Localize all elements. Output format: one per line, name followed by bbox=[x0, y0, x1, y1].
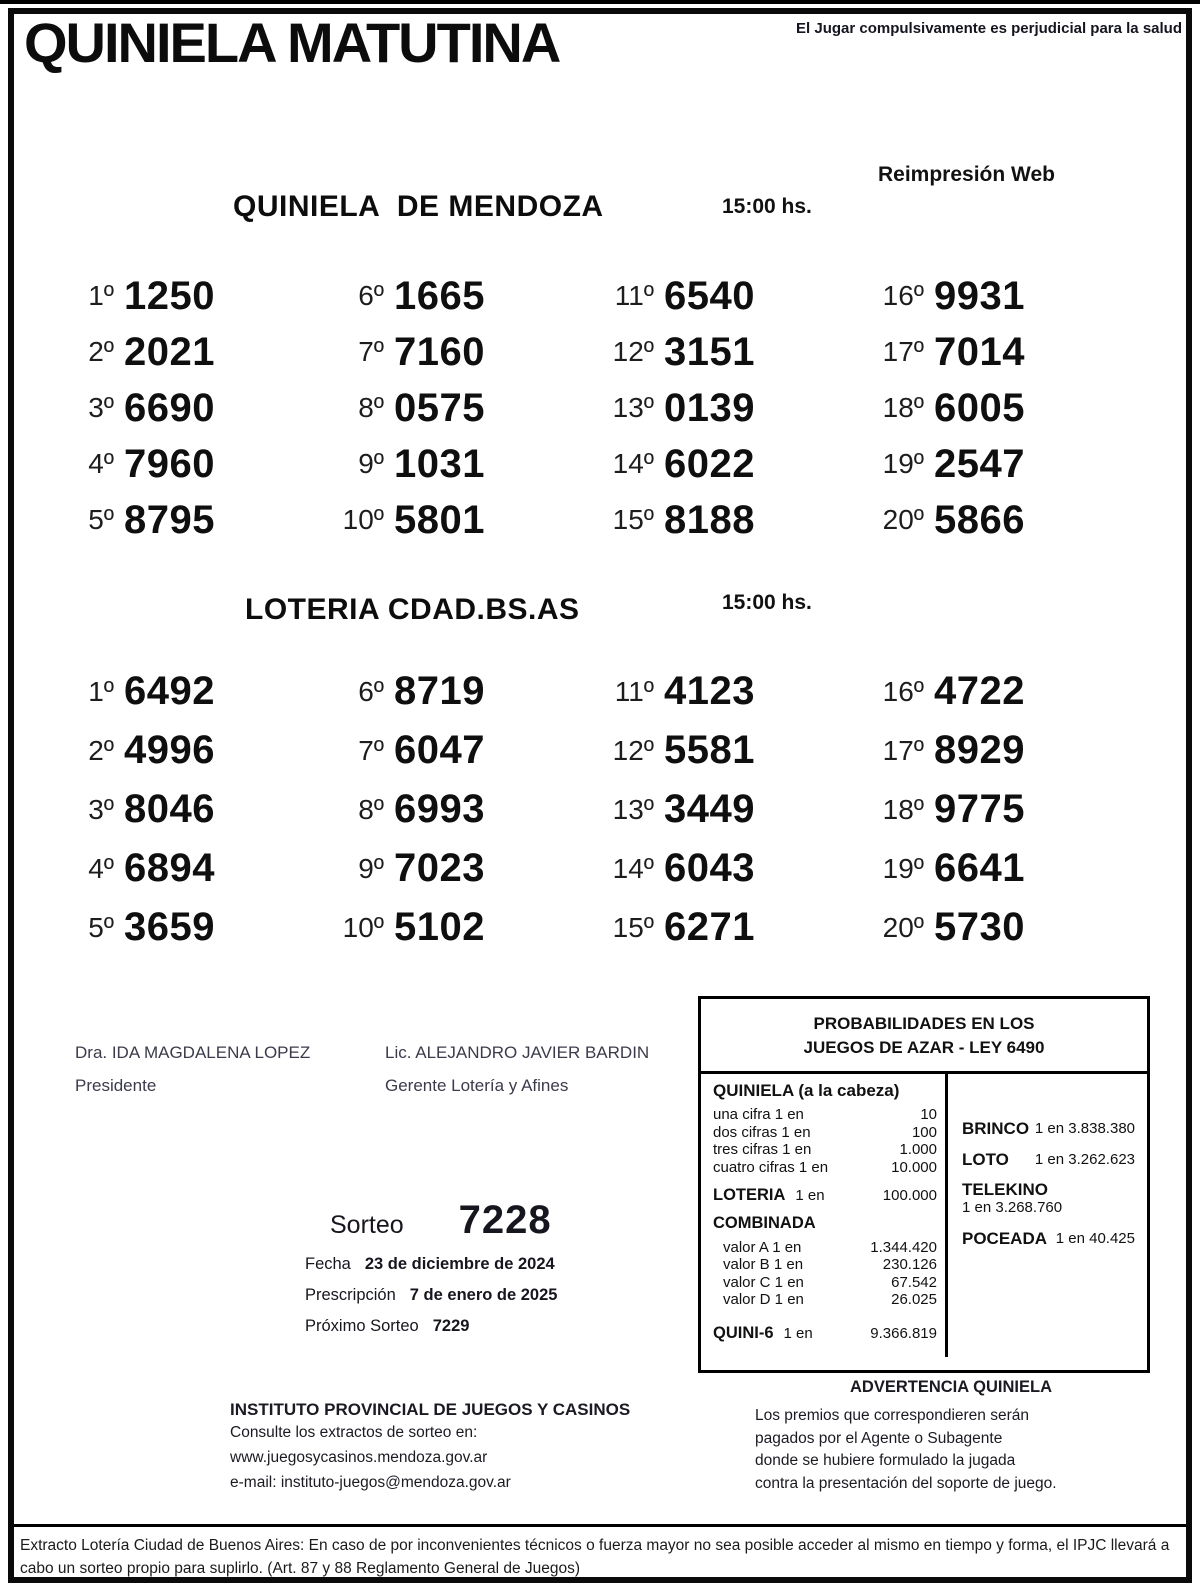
result-item bbox=[866, 721, 1136, 780]
result-item bbox=[326, 324, 596, 380]
result-item bbox=[326, 268, 596, 324]
email-address: instituto-juegos@mendoza.gov.ar bbox=[280, 1474, 511, 1491]
quiniela-odds-rows bbox=[713, 1106, 937, 1176]
prescription-label: Prescripción bbox=[305, 1286, 396, 1304]
result-position: 3º bbox=[88, 392, 114, 423]
result-position: 13º bbox=[612, 392, 654, 423]
result-position: 12º bbox=[612, 336, 654, 367]
result-item bbox=[326, 492, 596, 548]
result-item bbox=[56, 268, 326, 324]
result-position: 5º bbox=[88, 504, 114, 535]
next-draw-row bbox=[305, 1317, 557, 1336]
signature-role: Gerente Lotería y Afines bbox=[385, 1076, 569, 1095]
result-position: 16º bbox=[882, 280, 924, 311]
draw-number-value: 7228 bbox=[458, 1198, 552, 1242]
result-position: 11º bbox=[614, 675, 654, 707]
result-position: 20º bbox=[882, 504, 924, 535]
odds-row bbox=[713, 1159, 937, 1177]
result-item bbox=[326, 380, 596, 436]
loteria-odds-value: 100.000 bbox=[882, 1187, 937, 1204]
page-title: QUINIELA MATUTINA bbox=[24, 11, 560, 74]
result-position: 10º bbox=[342, 504, 384, 535]
result-position: 17º bbox=[882, 734, 924, 766]
result-number: 7014 bbox=[934, 329, 1025, 374]
result-number: 5581 bbox=[664, 728, 755, 772]
result-number: 9775 bbox=[934, 787, 1025, 831]
result-number: 2021 bbox=[124, 329, 215, 374]
result-position: 7º bbox=[358, 336, 384, 367]
odds-row bbox=[962, 1230, 1135, 1248]
result-number: 0139 bbox=[664, 385, 755, 430]
odds-label: tres cifras 1 en bbox=[713, 1141, 812, 1158]
result-position: 6º bbox=[358, 280, 384, 311]
results-grid-mendoza bbox=[56, 268, 1136, 548]
probabilities-title-line2: JUEGOS DE AZAR - LEY 6490 bbox=[803, 1038, 1045, 1057]
result-item bbox=[596, 898, 866, 957]
signature-role: Presidente bbox=[75, 1076, 157, 1095]
odds-value: 67.542 bbox=[891, 1273, 937, 1291]
result-item bbox=[596, 436, 866, 492]
result-number: 5866 bbox=[934, 497, 1025, 542]
result-number: 3659 bbox=[124, 905, 215, 949]
result-position: 2º bbox=[88, 734, 114, 766]
result-number: 0575 bbox=[394, 385, 485, 430]
draw-number-row bbox=[305, 1198, 557, 1243]
result-number: 6047 bbox=[394, 728, 485, 772]
quini6-odds-name: QUINI-6 bbox=[713, 1323, 774, 1342]
result-item bbox=[866, 268, 1136, 324]
draw-date-row bbox=[305, 1255, 557, 1274]
result-number: 5730 bbox=[934, 905, 1025, 949]
result-item bbox=[866, 380, 1136, 436]
result-item bbox=[326, 898, 596, 957]
quini6-odds-value: 9.366.819 bbox=[870, 1324, 937, 1342]
result-item bbox=[866, 324, 1136, 380]
odds-row bbox=[723, 1274, 937, 1292]
odds-value: 1 en 3.838.380 bbox=[1034, 1120, 1135, 1137]
result-item bbox=[56, 662, 326, 721]
quini6-odds-mid: 1 en bbox=[783, 1324, 813, 1342]
result-item bbox=[866, 898, 1136, 957]
result-position: 19º bbox=[882, 852, 924, 884]
probabilities-left-column bbox=[701, 1074, 948, 1357]
result-item bbox=[326, 780, 596, 839]
email-label: e-mail: bbox=[230, 1474, 277, 1491]
next-draw-value: 7229 bbox=[432, 1317, 470, 1335]
quiniela-warning-block bbox=[745, 1378, 1157, 1495]
result-number: 7023 bbox=[394, 846, 485, 890]
result-item bbox=[326, 662, 596, 721]
result-number: 6993 bbox=[394, 787, 485, 831]
loteria-odds-row bbox=[713, 1187, 937, 1205]
result-number: 8046 bbox=[124, 787, 215, 831]
result-item bbox=[596, 492, 866, 548]
signature-manager bbox=[385, 1043, 649, 1096]
text-line: donde se hubiere formulado la jugada bbox=[755, 1452, 1016, 1469]
odds-row bbox=[723, 1256, 937, 1274]
odds-row bbox=[713, 1124, 937, 1142]
result-number: 6492 bbox=[124, 669, 215, 713]
result-number: 3151 bbox=[664, 329, 755, 374]
result-number: 4996 bbox=[124, 728, 215, 772]
odds-value: 10.000 bbox=[891, 1158, 937, 1176]
result-position: 14º bbox=[612, 852, 654, 884]
probabilities-title bbox=[701, 999, 1147, 1074]
result-number: 4123 bbox=[664, 669, 755, 713]
result-position: 11º bbox=[614, 280, 654, 311]
quini6-odds-row bbox=[713, 1325, 937, 1343]
text-line: contra la presentación del soporte de juego. bbox=[755, 1474, 1057, 1492]
result-item bbox=[326, 721, 596, 780]
result-item bbox=[596, 780, 866, 839]
odds-value: 1 en 3.262.623 bbox=[1034, 1150, 1135, 1168]
result-item bbox=[866, 662, 1136, 721]
institute-consult-line: Consulte los extractos de sorteo en: bbox=[230, 1424, 478, 1441]
email-row bbox=[230, 1470, 630, 1495]
text-line: Los premios que correspondieren serán bbox=[755, 1407, 1029, 1424]
result-item bbox=[596, 662, 866, 721]
institute-title: INSTITUTO PROVINCIAL DE JUEGOS Y CASINOS bbox=[230, 1400, 631, 1419]
reprint-label: Reimpresión Web bbox=[878, 163, 1055, 186]
loteria-odds-mid: 1 en bbox=[795, 1187, 825, 1204]
result-item bbox=[866, 839, 1136, 898]
quiniela-odds-header: QUINIELA (a la cabeza) bbox=[713, 1081, 900, 1100]
result-number: 8795 bbox=[124, 497, 215, 542]
result-position: 4º bbox=[88, 448, 114, 479]
result-item bbox=[596, 268, 866, 324]
result-number: 1250 bbox=[124, 273, 215, 318]
signature-president bbox=[75, 1043, 310, 1096]
signature-name: Lic. ALEJANDRO JAVIER BARDIN bbox=[385, 1043, 650, 1062]
result-number: 8188 bbox=[664, 497, 755, 542]
odds-value: 10 bbox=[920, 1106, 937, 1123]
result-position: 5º bbox=[88, 911, 114, 943]
signature-name: Dra. IDA MAGDALENA LOPEZ bbox=[75, 1043, 311, 1062]
odds-value: 1.000 bbox=[899, 1141, 937, 1158]
result-number: 4722 bbox=[934, 669, 1025, 713]
result-item bbox=[866, 780, 1136, 839]
result-position: 18º bbox=[882, 793, 924, 825]
result-item bbox=[326, 436, 596, 492]
institute-block bbox=[230, 1400, 630, 1495]
result-number: 6641 bbox=[934, 846, 1025, 890]
result-item bbox=[866, 436, 1136, 492]
result-number: 7160 bbox=[394, 329, 485, 374]
probabilities-box bbox=[698, 996, 1150, 1373]
odds-label: dos cifras 1 en bbox=[713, 1123, 811, 1141]
result-number: 5102 bbox=[394, 905, 485, 949]
result-position: 12º bbox=[612, 734, 654, 766]
draw-number-label: Sorteo bbox=[330, 1211, 404, 1239]
odds-label: valor C 1 en bbox=[723, 1273, 804, 1291]
result-position: 18º bbox=[882, 392, 924, 423]
result-item bbox=[596, 839, 866, 898]
result-number: 5801 bbox=[394, 497, 485, 542]
result-position: 6º bbox=[358, 675, 384, 707]
odds-label: valor A 1 en bbox=[723, 1238, 802, 1256]
result-position: 3º bbox=[88, 793, 114, 825]
next-draw-label: Próximo Sorteo bbox=[305, 1317, 419, 1335]
result-item bbox=[866, 492, 1136, 548]
result-item bbox=[56, 780, 326, 839]
result-item bbox=[56, 324, 326, 380]
section-title-bsas: LOTERIA CDAD.BS.AS bbox=[245, 593, 580, 626]
footer-separator-line bbox=[14, 1524, 1186, 1527]
odds-value: 1 en 3.268.760 bbox=[962, 1198, 1063, 1216]
draw-date-value: 23 de diciembre de 2024 bbox=[364, 1255, 555, 1273]
result-position: 19º bbox=[882, 448, 924, 479]
result-position: 2º bbox=[88, 336, 114, 367]
odds-value: 100 bbox=[911, 1123, 937, 1141]
probabilities-columns bbox=[701, 1074, 1147, 1357]
draw-info-block bbox=[305, 1198, 557, 1336]
result-item bbox=[56, 721, 326, 780]
result-position: 1º bbox=[88, 280, 114, 311]
combinada-header: COMBINADA bbox=[713, 1213, 816, 1232]
section-time-mendoza: 15:00 hs. bbox=[722, 195, 812, 218]
odds-value: 230.126 bbox=[882, 1256, 937, 1273]
probabilities-title-line1: PROBABILIDADES EN LOS bbox=[813, 1014, 1035, 1033]
result-position: 14º bbox=[612, 448, 654, 479]
footer-disclaimer: Extracto Lotería Ciudad de Buenos Aires: En caso de por inconvenientes técnicos o fuerza mayor no sea posible acceder al mismo en tiempo y forma, el IPJC llevará a cabo un sorteo propio para suplirlo. (Art. 87 y 88 Reglamento General de Juegos) bbox=[20, 1537, 1170, 1577]
odds-row bbox=[713, 1106, 937, 1124]
results-grid-bsas bbox=[56, 662, 1136, 957]
result-number: 6043 bbox=[664, 846, 755, 890]
result-item bbox=[596, 324, 866, 380]
result-number: 6540 bbox=[664, 273, 755, 318]
result-number: 9931 bbox=[934, 273, 1025, 318]
result-number: 6690 bbox=[124, 385, 215, 430]
odds-value: 1.344.420 bbox=[870, 1238, 937, 1256]
odds-row bbox=[723, 1291, 937, 1309]
odds-value: 26.025 bbox=[891, 1291, 937, 1308]
odds-label: una cifra 1 en bbox=[713, 1106, 804, 1123]
odds-label: BRINCO bbox=[962, 1119, 1030, 1138]
odds-value: 1 en 40.425 bbox=[1055, 1230, 1135, 1247]
quiniela-warning-lines bbox=[745, 1405, 1157, 1495]
result-position: 1º bbox=[88, 675, 114, 707]
result-number: 8719 bbox=[394, 669, 485, 713]
result-number: 1665 bbox=[394, 273, 485, 318]
result-number: 2547 bbox=[934, 441, 1025, 486]
result-item bbox=[56, 839, 326, 898]
text-line: pagados por el Agente o Subagente bbox=[755, 1429, 1003, 1447]
result-position: 4º bbox=[88, 852, 114, 884]
result-number: 7960 bbox=[124, 441, 215, 486]
result-item bbox=[56, 492, 326, 548]
loteria-odds-name: LOTERIA bbox=[713, 1186, 786, 1204]
result-position: 9º bbox=[358, 852, 384, 884]
result-item bbox=[596, 380, 866, 436]
odds-row bbox=[713, 1141, 937, 1159]
result-item bbox=[326, 839, 596, 898]
odds-label: LOTO bbox=[962, 1149, 1009, 1169]
combinada-odds-rows bbox=[713, 1239, 937, 1309]
result-position: 20º bbox=[882, 911, 924, 943]
odds-row bbox=[962, 1120, 1135, 1138]
odds-label: cuatro cifras 1 en bbox=[713, 1158, 829, 1176]
other-games-odds bbox=[948, 1074, 1147, 1357]
result-number: 6894 bbox=[124, 846, 215, 890]
result-position: 9º bbox=[358, 448, 384, 479]
result-number: 1031 bbox=[394, 441, 485, 486]
section-time-bsas: 15:00 hs. bbox=[722, 591, 812, 614]
result-position: 13º bbox=[612, 793, 654, 825]
section-title-mendoza: QUINIELA DE MENDOZA bbox=[233, 190, 604, 223]
result-position: 15º bbox=[612, 504, 654, 535]
result-item bbox=[596, 721, 866, 780]
website-url: www.juegosycasinos.mendoza.gov.ar bbox=[230, 1449, 488, 1466]
result-number: 6022 bbox=[664, 441, 755, 486]
result-position: 15º bbox=[612, 911, 654, 943]
result-number: 6271 bbox=[664, 905, 755, 949]
result-item bbox=[56, 436, 326, 492]
responsible-gaming-warning: El Jugar compulsivamente es perjudicial para la salud bbox=[796, 20, 1182, 37]
result-number: 3449 bbox=[664, 787, 755, 831]
result-number: 6005 bbox=[934, 385, 1025, 430]
odds-row bbox=[962, 1181, 1135, 1216]
odds-row bbox=[723, 1239, 937, 1257]
odds-label: valor D 1 en bbox=[723, 1291, 804, 1308]
odds-label: valor B 1 en bbox=[723, 1256, 804, 1273]
result-number: 8929 bbox=[934, 728, 1025, 772]
prescription-value: 7 de enero de 2025 bbox=[409, 1286, 558, 1304]
odds-row bbox=[962, 1151, 1135, 1169]
top-border-line bbox=[0, 0, 1200, 4]
result-position: 17º bbox=[882, 336, 924, 367]
odds-label: TELEKINO bbox=[962, 1180, 1048, 1199]
result-position: 7º bbox=[358, 734, 384, 766]
result-position: 16º bbox=[882, 675, 924, 707]
quiniela-warning-title: ADVERTENCIA QUINIELA bbox=[850, 1378, 1052, 1396]
odds-label: POCEADA bbox=[962, 1229, 1048, 1248]
result-position: 8º bbox=[358, 793, 384, 825]
result-position: 10º bbox=[342, 911, 384, 943]
result-item bbox=[56, 380, 326, 436]
result-item bbox=[56, 898, 326, 957]
draw-date-label: Fecha bbox=[305, 1255, 351, 1273]
result-position: 8º bbox=[358, 392, 384, 423]
prescription-row bbox=[305, 1286, 557, 1305]
